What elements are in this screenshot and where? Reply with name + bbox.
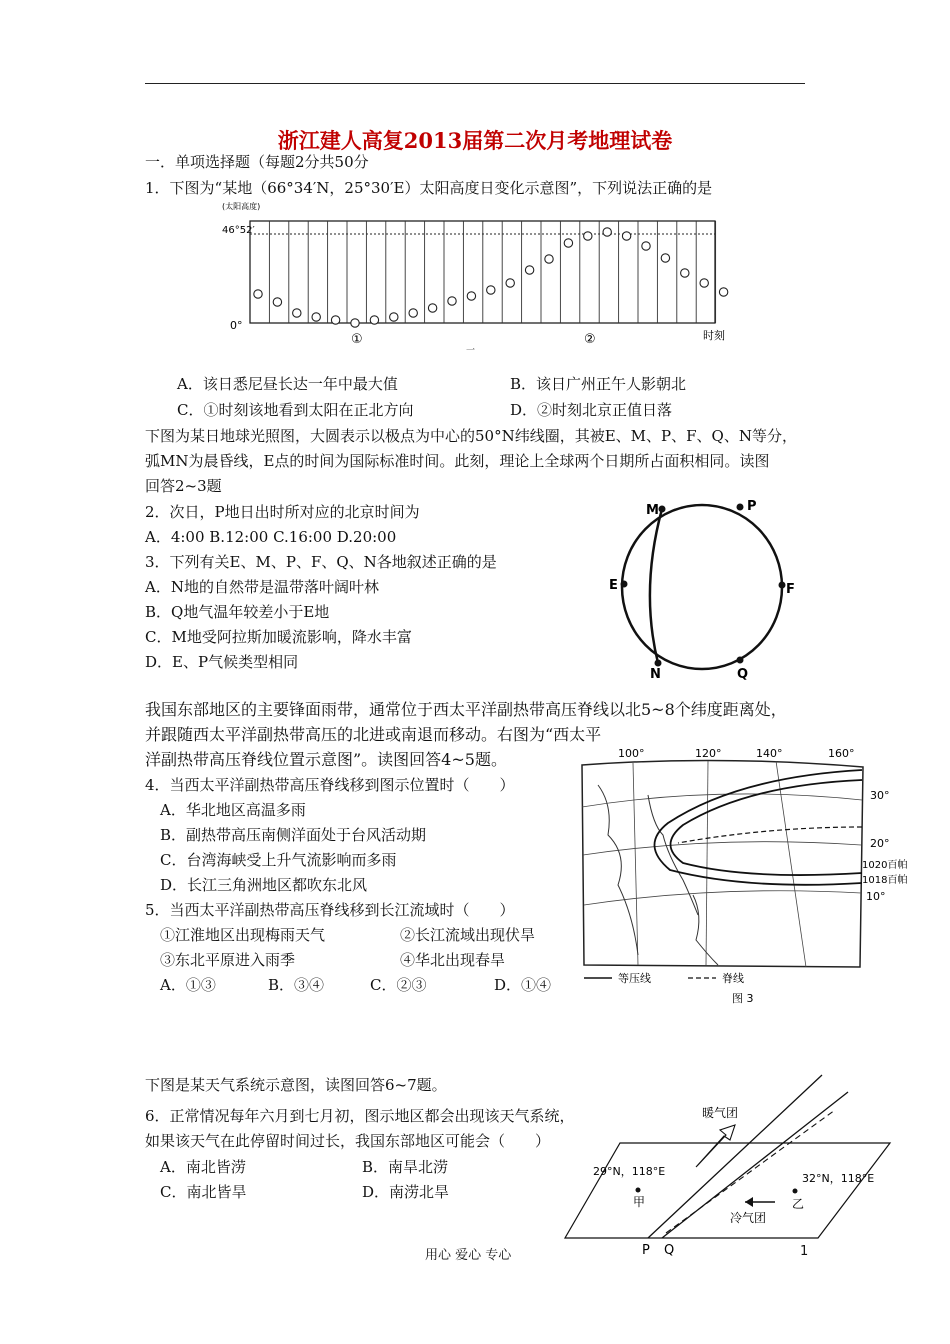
q4-option-d: D．长江三角洲地区都吹东北风 — [160, 876, 368, 894]
loc-32n: 32°N，118°E — [802, 1172, 875, 1185]
q3-option-a: A．N地的自然带是温带落叶阔叶林 — [145, 578, 379, 596]
q1-stem: 1．下图为“某地（66°34′N，25°30′E）太阳高度日变化示意图”，下列说法正确的是 — [145, 179, 713, 197]
chart-point — [545, 255, 553, 263]
lon-100: 100° — [618, 747, 645, 760]
subtropical-high-map — [578, 745, 908, 1007]
cold-arrow-icon — [745, 1197, 753, 1207]
chart-point — [584, 232, 592, 240]
q5-option-b: B．③④ — [268, 976, 325, 994]
chart-point — [448, 297, 456, 305]
chart-point — [331, 316, 339, 324]
legend-isobar: 等压线 — [618, 972, 651, 985]
intro23-line1: 下图为某日地球光照图，大圆表示以极点为中心的50°N纬线圈，其被E、M、P、F、Q、N等分， — [145, 427, 797, 445]
page-number: 1 — [800, 1244, 809, 1259]
label-P: P — [642, 1243, 650, 1258]
lon-160: 160° — [828, 747, 855, 760]
chart-point — [700, 279, 708, 287]
chart-vertical-lines — [269, 221, 715, 323]
chart-point — [273, 298, 281, 306]
chart-point — [254, 290, 262, 298]
chart-point — [370, 316, 378, 324]
chart-caption: 一 — [466, 346, 476, 356]
graticule — [582, 761, 862, 967]
warm-arrow-icon — [696, 1125, 735, 1167]
q5-option-d: D．①④ — [494, 976, 552, 994]
mark-1: ① — [351, 332, 363, 347]
q3-option-d: D．E、P气候类型相同 — [145, 653, 299, 671]
q6-option-d: D．南涝北旱 — [362, 1183, 450, 1201]
chart-point — [661, 254, 669, 262]
intro45-line3: 洋副热带高压脊线位置示意图”。读图回答4~5题。 — [145, 750, 507, 769]
label-n: N — [650, 667, 661, 682]
isobar-1018 — [654, 770, 862, 885]
q4-option-c: C．台湾海峡受上升气流影响而多雨 — [160, 851, 397, 869]
label-p: P — [747, 499, 757, 514]
chart-point — [390, 313, 398, 321]
lon-120: 120° — [695, 747, 722, 760]
lat-20: 20° — [870, 837, 890, 850]
chart-point — [467, 292, 475, 300]
isobar-1020-label: 1020百帕 — [862, 860, 908, 871]
q4-stem: 4．当西太平洋副热带高压脊线移到图示位置时（ ） — [145, 776, 515, 794]
q3-option-c: C．M地受阿拉斯加暖流影响，降水丰富 — [145, 628, 412, 646]
ground-plane — [565, 1143, 890, 1238]
loc-29n: 29°N，118°E — [593, 1165, 666, 1178]
intro23-line3: 回答2~3题 — [145, 477, 222, 495]
lat-10: 10° — [866, 890, 886, 903]
chart-point — [642, 242, 650, 250]
label-Q: Q — [664, 1243, 675, 1258]
front-system-figure — [560, 1070, 900, 1260]
q5-item-3: ③东北平原进入雨季 — [160, 951, 296, 969]
q1-option-a: A．该日悉尼昼长达一年中最大值 — [177, 375, 398, 393]
chart-ytop: 46°52′ — [222, 225, 255, 236]
intro45-line1: 我国东部地区的主要锋面雨带，通常位于西太平洋副热带高压脊线以北5~8个纬度距离处， — [145, 700, 787, 719]
map-caption: 图 3 — [732, 992, 754, 1005]
chart-point — [428, 304, 436, 312]
header-rule — [145, 83, 805, 84]
chart-points — [254, 228, 728, 327]
chart-point — [719, 288, 727, 296]
q5-option-a: A．①③ — [160, 976, 216, 994]
legend-ridge: 脊线 — [722, 972, 744, 985]
chart-point — [525, 266, 533, 274]
q5-item-4: ④华北出现春旱 — [400, 951, 506, 969]
ridge-line — [678, 827, 862, 843]
q6-stem-2: 如果该天气在此停留时间过长，我国东部地区可能会（ ） — [145, 1132, 551, 1150]
latitude-circle — [622, 505, 782, 669]
chart-point — [564, 239, 572, 247]
label-jia: 甲 — [633, 1195, 646, 1209]
warm-mass-label: 暖气团 — [702, 1106, 739, 1120]
cold-mass-label: 冷气团 — [730, 1211, 767, 1225]
q1-option-b: B．该日广州正午人影朝北 — [510, 375, 687, 393]
lon-140: 140° — [756, 747, 783, 760]
q4-option-a: A．华北地区高温多雨 — [160, 801, 306, 819]
q1-option-d: D．②时刻北京正值日落 — [510, 401, 673, 419]
q5-item-2: ②长江流域出现伏旱 — [400, 926, 536, 944]
coastline — [598, 785, 698, 955]
q6-option-c: C．南北皆旱 — [160, 1183, 247, 1201]
q5-option-c: C．②③ — [370, 976, 427, 994]
intro67: 下图是某天气系统示意图，读图回答6~7题。 — [145, 1076, 447, 1094]
lat-30: 30° — [870, 789, 890, 802]
chart-point — [506, 279, 514, 287]
map-frame — [582, 760, 863, 967]
label-m: M — [646, 503, 659, 518]
chart-point — [293, 309, 301, 317]
chart-point — [351, 319, 359, 327]
chart-point — [409, 309, 417, 317]
label-q: Q — [737, 667, 749, 682]
section-heading: 一．单项选择题（每题2分共50分 — [145, 153, 369, 171]
intro45-line2: 并跟随西太平洋副热带高压的北进或南退而移动。右图为“西太平 — [145, 725, 602, 744]
chart-point — [312, 313, 320, 321]
q3-option-b: B．Q地气温年较差小于E地 — [145, 603, 330, 621]
intro23-line2: 弧MN为晨昏线，E点的时间为国际标准时间。此刻，理论上全球两个日期所占面积相同。读图 — [145, 452, 770, 470]
q2-stem: 2．次日，P地日出时所对应的北京时间为 — [145, 503, 420, 521]
chart-point — [681, 269, 689, 277]
chart-point — [603, 228, 611, 236]
label-e: E — [609, 578, 618, 593]
mark-2: ② — [584, 332, 596, 347]
label-f: F — [786, 582, 795, 597]
q1-option-c: C．①时刻该地看到太阳在正北方向 — [177, 401, 414, 419]
footer-text: 用心 爱心 专心 — [425, 1248, 512, 1263]
q5-item-1: ①江淮地区出现梅雨天气 — [160, 926, 326, 944]
q2-options: A．4:00 B.12:00 C.16:00 D.20:00 — [145, 528, 397, 546]
page-title: 浙江建人高复2013届第二次月考地理试卷 — [277, 128, 673, 153]
chart-ylabel: (太阳高度) — [222, 202, 261, 211]
label-yi: 乙 — [792, 1197, 805, 1211]
q6-option-a: A．南北皆涝 — [160, 1158, 246, 1176]
terminator-arc — [650, 509, 662, 663]
chart-ybottom: 0° — [230, 319, 243, 332]
isobar-1018-label: 1018百帕 — [862, 875, 908, 886]
q6-option-b: B．南旱北涝 — [362, 1158, 449, 1176]
q4-option-b: B．副热带高压南侧洋面处于台风活动期 — [160, 826, 427, 844]
chart-xlabel: 时刻 — [703, 329, 725, 342]
solar-altitude-chart — [210, 195, 740, 355]
chart-point — [487, 286, 495, 294]
q5-stem: 5．当西太平洋副热带高压脊线移到长江流域时（ ） — [145, 901, 515, 919]
q3-stem: 3．下列有关E、M、P、F、Q、N各地叙述正确的是 — [145, 553, 497, 571]
illumination-circle-figure — [600, 495, 810, 685]
q6-stem-1: 6．正常情况每年六月到七月初，图示地区都会出现该天气系统， — [145, 1107, 575, 1125]
chart-point — [622, 232, 630, 240]
